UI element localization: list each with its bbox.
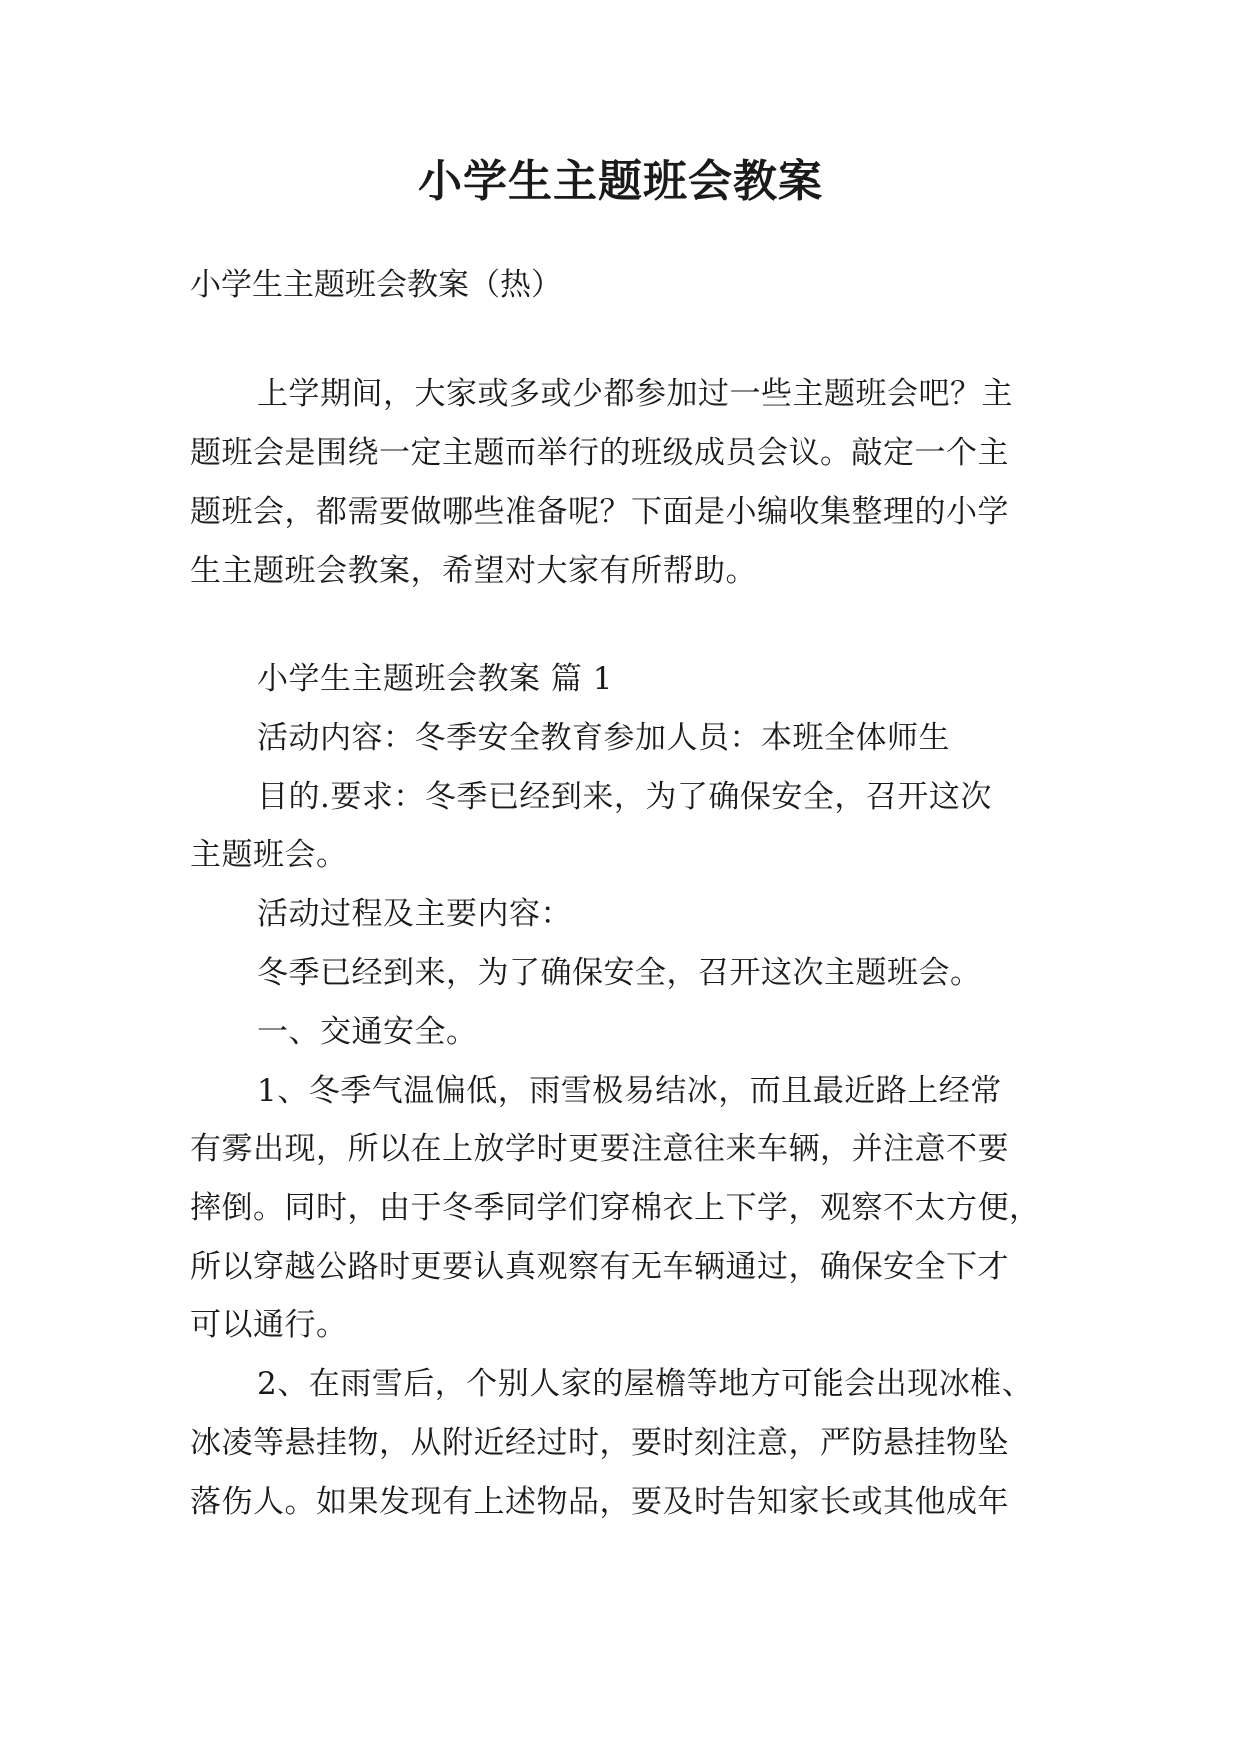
document-title: 小学生主题班会教案 bbox=[418, 156, 823, 207]
section-heading: 小学生主题班会教案 篇 1 bbox=[257, 661, 613, 697]
paragraph-line: 有雾出现，所以在上放学时更要注意往来车辆，并注意不要 bbox=[190, 1131, 1009, 1167]
paragraph-line: 生主题班会教案，希望对大家有所帮助。 bbox=[190, 553, 757, 589]
paragraph-line: 冬季已经到来，为了确保安全，召开这次主题班会。 bbox=[257, 955, 982, 991]
paragraph-line: 2、在雨雪后，个别人家的屋檐等地方可能会出现冰椎、 bbox=[257, 1366, 1034, 1402]
paragraph-line: 冰凌等悬挂物，从附近经过时，要时刻注意，严防悬挂物坠 bbox=[190, 1425, 1009, 1461]
paragraph-line: 所以穿越公路时更要认真观察有无车辆通过，确保安全下才 bbox=[190, 1249, 1009, 1285]
paragraph-line: 落伤人。如果发现有上述物品，要及时告知家长或其他成年 bbox=[190, 1484, 1009, 1520]
paragraph-line: 1、冬季气温偏低，雨雪极易结冰，而且最近路上经常 bbox=[257, 1073, 1002, 1109]
document-subtitle: 小学生主题班会教案（热） bbox=[190, 267, 562, 303]
paragraph-line: 可以通行。 bbox=[190, 1307, 348, 1343]
paragraph-line: 题班会，都需要做哪些准备呢？下面是小编收集整理的小学 bbox=[190, 494, 1009, 530]
paragraph-line: 上学期间，大家或多或少都参加过一些主题班会吧？主 bbox=[257, 376, 1013, 412]
paragraph-line: 摔倒。同时，由于冬季同学们穿棉衣上下学，观察不太方便， bbox=[190, 1190, 1041, 1226]
paragraph-line: 目的.要求：冬季已经到来，为了确保安全，召开这次 bbox=[257, 779, 992, 815]
paragraph-line: 题班会是围绕一定主题而举行的班级成员会议。敲定一个主 bbox=[190, 435, 1009, 471]
paragraph-line: 主题班会。 bbox=[190, 837, 348, 873]
paragraph-line: 活动内容：冬季安全教育参加人员：本班全体师生 bbox=[257, 720, 950, 756]
paragraph-line: 一、交通安全。 bbox=[257, 1014, 478, 1050]
paragraph-line: 活动过程及主要内容： bbox=[257, 896, 572, 932]
